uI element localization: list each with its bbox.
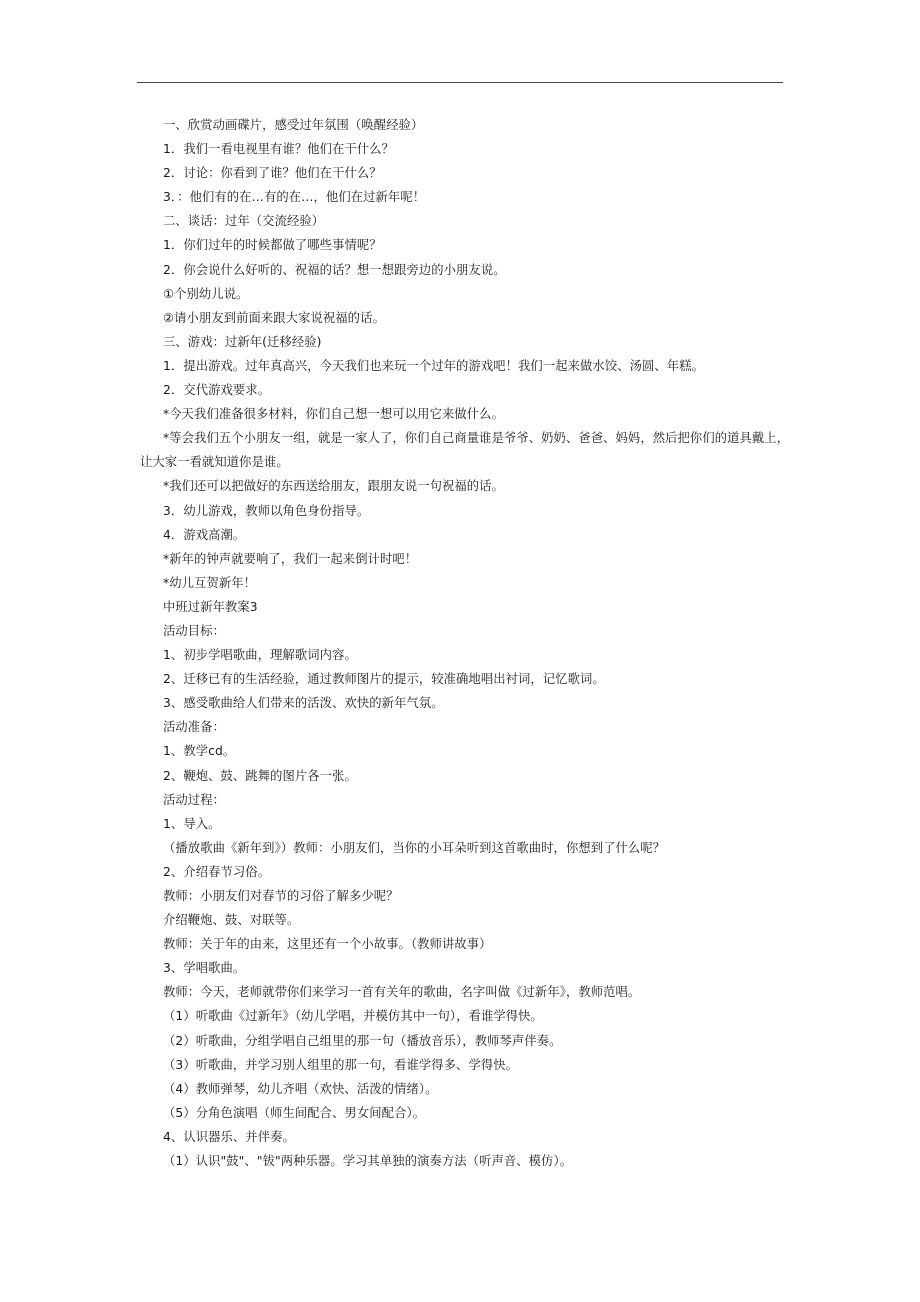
- paragraph: （5）分角色演唱（师生间配合、男女间配合）。: [163, 1105, 426, 1120]
- paragraph: 1、初步学唱歌曲，理解歌词内容。: [163, 648, 357, 663]
- paragraph: （3）听歌曲，并学习别人组里的那一句，看谁学得多、学得快。: [163, 1057, 519, 1072]
- paragraph: 一、欣赏动画碟片，感受过年氛围（唤醒经验）: [163, 118, 424, 132]
- paragraph: 2、迁移已有的生活经验，通过教师图片的提示，较准确地唱出衬词，记忆歌词。: [163, 672, 605, 687]
- paragraph: 3．幼儿游戏，教师以角色身份指导。: [163, 503, 370, 518]
- paragraph: 2．你会说什么好听的、祝福的话？想一想跟旁边的小朋友说。: [163, 262, 506, 277]
- paragraph: ①个别幼儿说。: [163, 286, 249, 301]
- paragraph: 活动目标：: [163, 623, 225, 638]
- paragraph: 1．你们过年的时候都做了哪些事情呢？: [163, 238, 382, 253]
- paragraph: 教师：小朋友们对春节的习俗了解多少呢？: [163, 889, 399, 903]
- paragraph: *等会我们五个小朋友一组，就是一家人了，你们自己商量谁是爷爷、奶奶、爸爸、妈妈，然后把你们的道具戴上，让大家一看就知道你是谁。: [140, 431, 790, 470]
- paragraph: ②请小朋友到前面来跟大家说祝福的话。: [163, 310, 385, 325]
- paragraph: （1）认识"鼓"、"钹"两种乐器。学习其单独的演奏方法（听声音、模仿）。: [163, 1154, 573, 1169]
- paragraph: 1、教学cd。: [163, 744, 236, 759]
- paragraph: 活动准备：: [163, 720, 225, 735]
- paragraph: *今天我们准备很多材料，你们自己想一想可以用它来做什么。: [163, 407, 504, 422]
- paragraph: 3．：他们有的在…有的在…，他们在过新年呢！: [163, 190, 426, 205]
- paragraph: 二、谈话：过年（交流经验）: [163, 214, 325, 229]
- paragraph: *我们还可以把做好的东西送给朋友，跟朋友说一句祝福的话。: [163, 479, 504, 494]
- paragraph: 教师：今天，老师就带你们来学习一首有关年的歌曲，名字叫做《过新年》，教师范唱。: [163, 985, 641, 1000]
- paragraph: 2、鞭炮、鼓、跳舞的图片各一张。: [163, 768, 357, 783]
- paragraph: 三、游戏：过新年(迁移经验): [163, 334, 322, 349]
- document-body: [0, 113, 920, 1173]
- paragraph: （2）听歌曲，分组学唱自己组里的那一句（播放音乐），教师琴声伴奏。: [163, 1033, 562, 1048]
- paragraph: （4）教师弹琴，幼儿齐唱（欢快、活泼的情绪）。: [163, 1081, 438, 1096]
- section-title: 中班过新年教案3: [163, 599, 258, 614]
- paragraph: （播放歌曲《新年到》）教师：小朋友们，当你的小耳朵听到这首歌曲时，你想到了什么呢？: [163, 840, 666, 855]
- paragraph: 4、认识器乐、并伴奏。: [163, 1129, 295, 1144]
- paragraph: 教师：关于年的由来，这里还有一个小故事。（教师讲故事）: [163, 937, 492, 952]
- paragraph: 1．提出游戏。过年真高兴，今天我们也来玩一个过年的游戏吧！我们一起来做水饺、汤圆、年糕。: [163, 358, 704, 373]
- paragraph: 活动过程：: [163, 792, 225, 807]
- paragraph: 2．交代游戏要求。: [163, 383, 271, 398]
- paragraph: 2、介绍春节习俗。: [163, 864, 271, 879]
- paragraph: *新年的钟声就要响了，我们一起来倒计时吧！: [163, 551, 418, 566]
- paragraph: 2．讨论：你看到了谁？他们在干什么？: [163, 166, 382, 181]
- paragraph: 1、导入。: [163, 816, 221, 831]
- paragraph: *幼儿互贺新年！: [163, 575, 257, 590]
- paragraph: （1）听歌曲《过新年》（幼儿学唱，并模仿其中一句），看谁学得快。: [163, 1009, 543, 1024]
- paragraph: 3、感受歌曲给人们带来的活泼、欢快的新年气氛。: [163, 696, 444, 711]
- paragraph: 介绍鞭炮、鼓、对联等。: [163, 913, 300, 928]
- header-divider-line: [137, 82, 783, 83]
- paragraph: 3、学唱歌曲。: [163, 961, 246, 976]
- paragraph: 4．游戏高潮。: [163, 527, 246, 542]
- paragraph: 1．我们一看电视里有谁？他们在干什么？: [163, 142, 395, 157]
